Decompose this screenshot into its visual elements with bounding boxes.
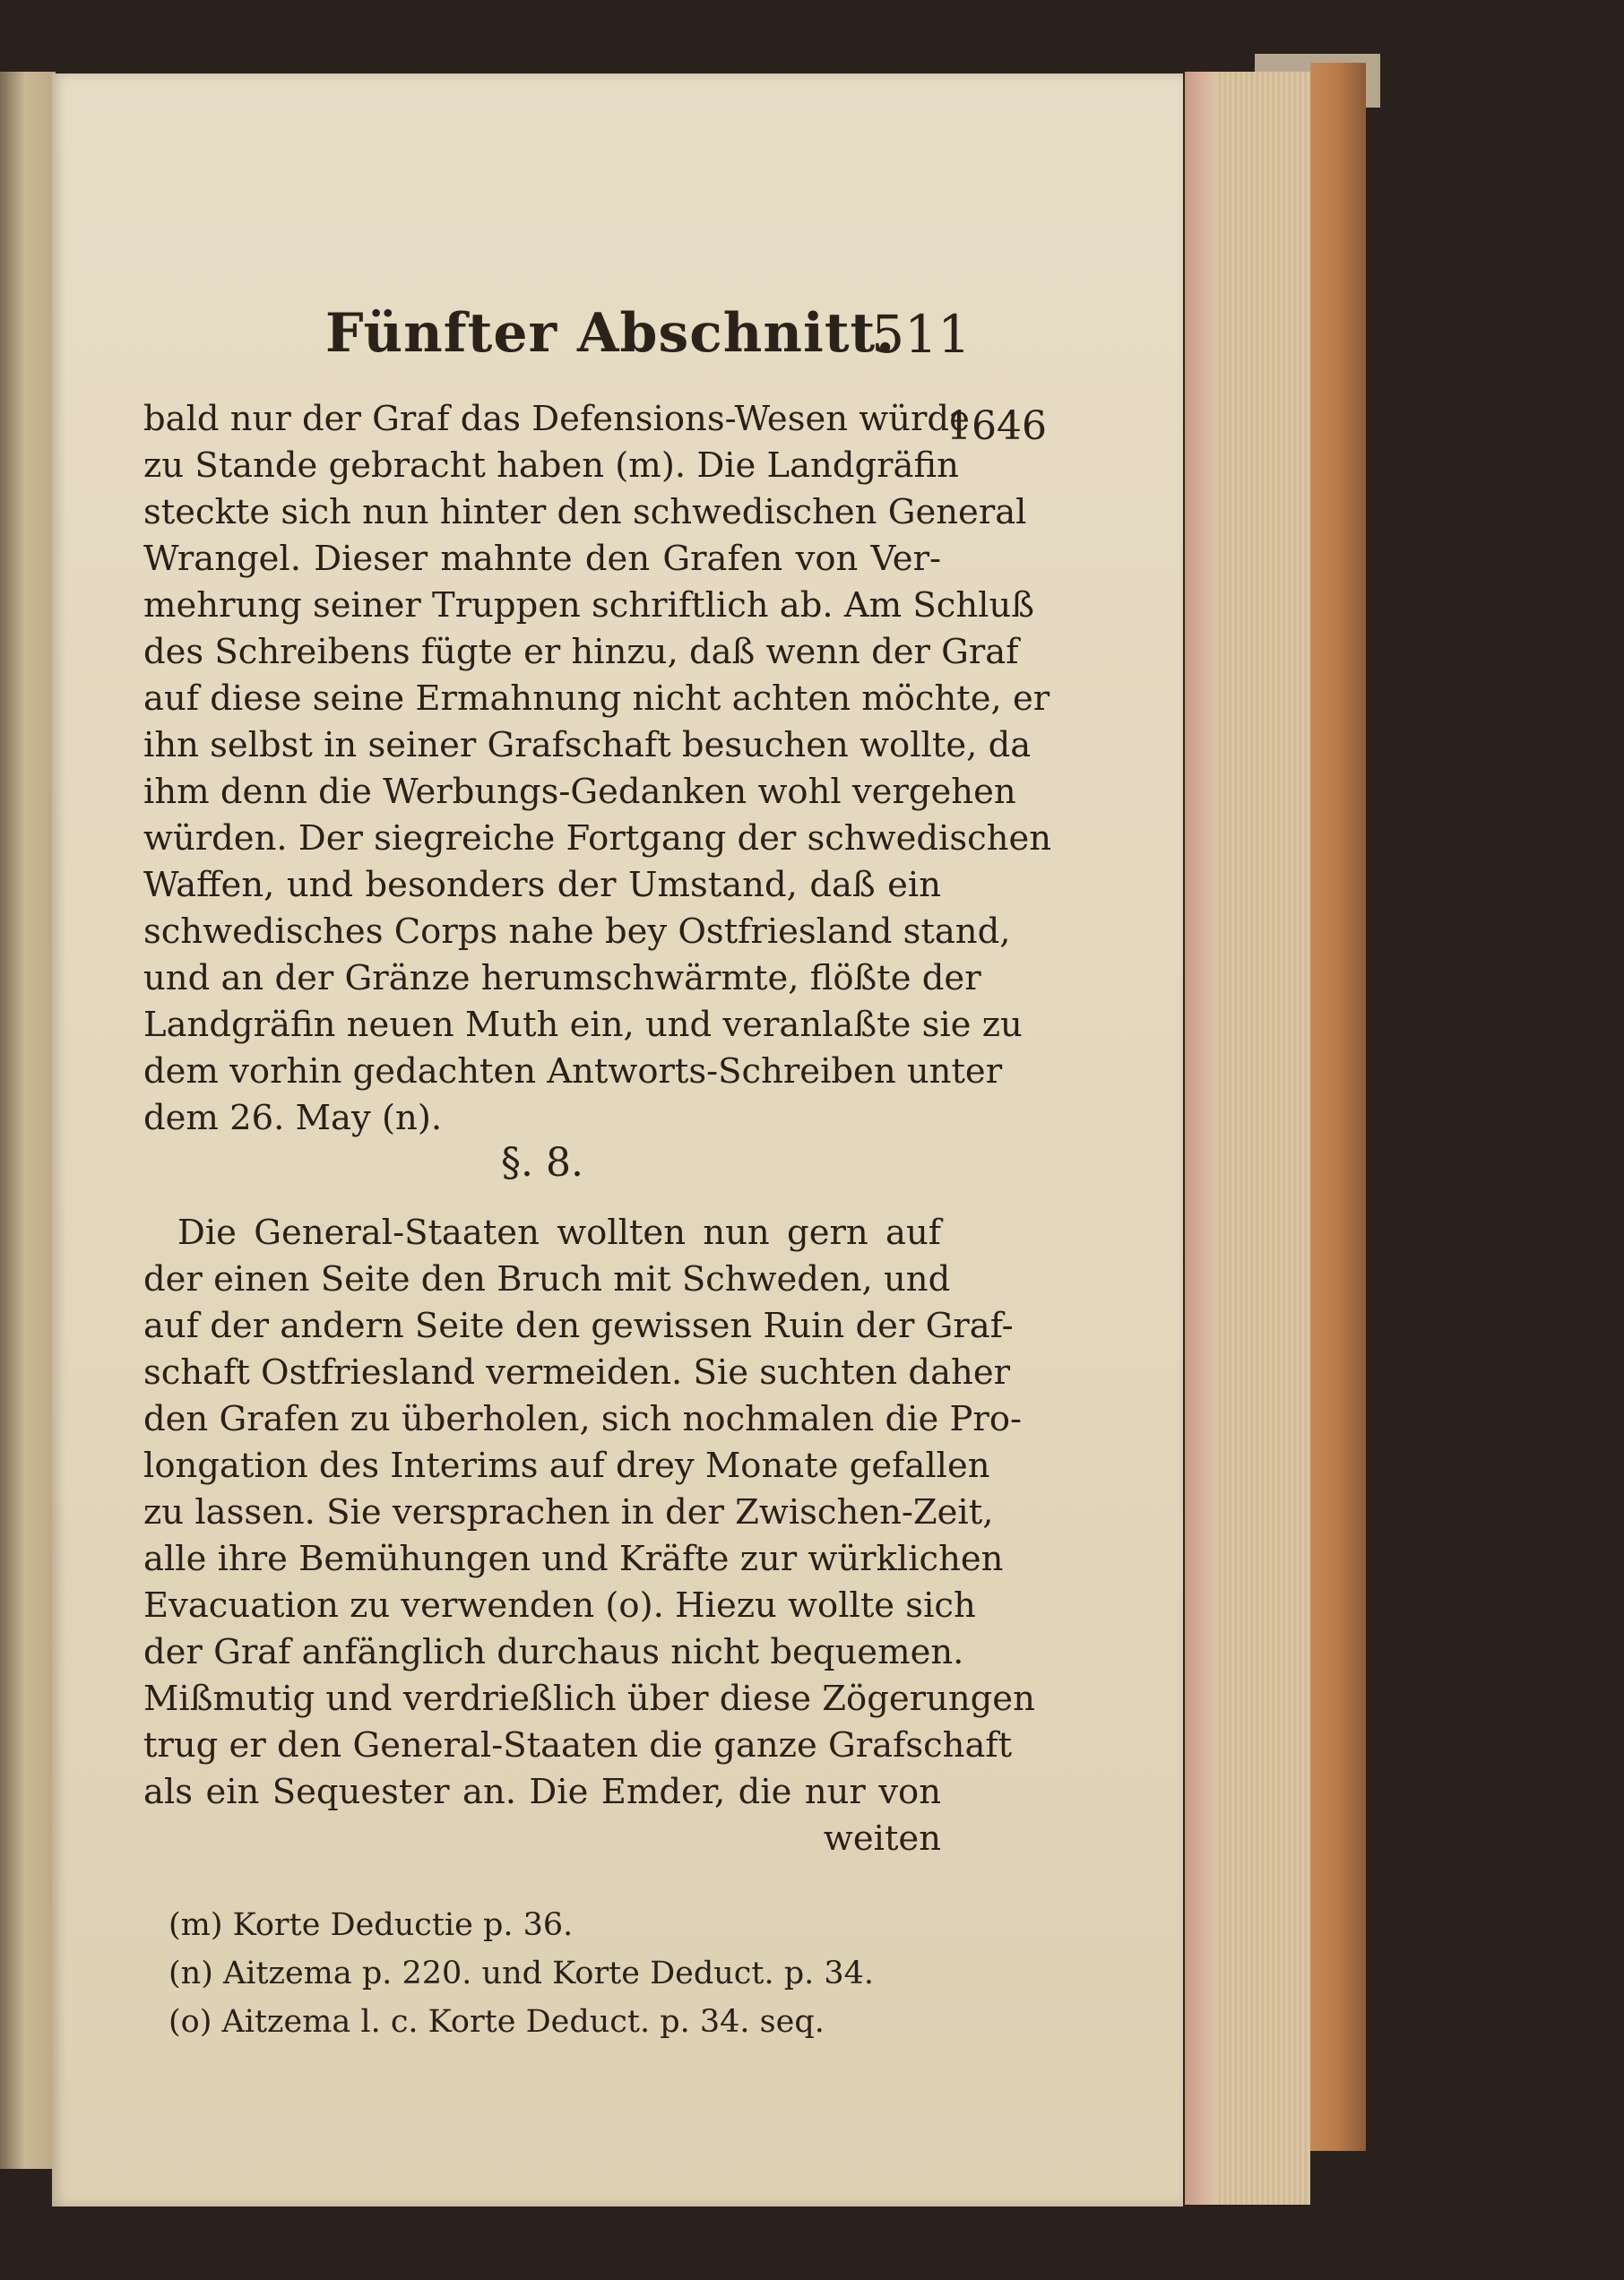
- text-line: schwedisches Corps nahe bey Ostfriesland stand,: [143, 911, 1011, 952]
- text-line: Landgräfin neuen Muth ein, und veranlaßte sie zu: [143, 1005, 1023, 1045]
- text-line: longation des Interims auf drey Monate gefallen: [143, 1446, 990, 1486]
- text-line: als ein Sequester an. Die Emder, die nur von: [143, 1772, 941, 1812]
- page-header: [325, 302, 971, 383]
- text-line: zu lassen. Sie versprachen in der Zwischen-Zeit,: [143, 1492, 994, 1533]
- text-line: auf der andern Seite den gewissen Ruin der Graf-: [143, 1306, 1014, 1346]
- text-line: der einen Seite den Bruch mit Schweden, und: [143, 1259, 951, 1300]
- running-title: Fünfter Abschnitt.: [325, 302, 896, 365]
- facing-page-edge: [0, 72, 56, 2169]
- text-line: Evacuation zu verwenden (o). Hiezu wollte sich: [143, 1585, 976, 1626]
- footnote: (m) Korte Deductie p. 36.: [168, 1907, 574, 1943]
- footnote: (o) Aitzema l. c. Korte Deduct. p. 34. seq.: [168, 2004, 825, 2040]
- text-line: steckte sich nun hinter den schwedischen General: [143, 492, 1027, 532]
- text-line: Wrangel. Dieser mahnte den Grafen von Ver-: [143, 539, 941, 579]
- page-block-edge: [1185, 72, 1310, 2205]
- text-line: schaft Ostfriesland vermeiden. Sie suchten daher: [143, 1352, 1011, 1393]
- text-line: der Graf anfänglich durchaus nicht bequemen.: [143, 1632, 964, 1672]
- text-line: dem vorhin gedachten Antworts-Schreiben unter: [143, 1051, 1003, 1092]
- text-line: des Schreibens fügte er hinzu, daß wenn der Graf: [143, 632, 1019, 672]
- text-line: ihn selbst in seiner Grafschaft besuchen wollte, da: [143, 725, 1032, 765]
- catchword: weiten: [823, 1818, 941, 1859]
- text-line: würden. Der siegreiche Fortgang der schwedischen: [143, 818, 1052, 859]
- text-line: auf diese seine Ermahnung nicht achten möchte, er: [143, 678, 1050, 719]
- text-line: trug er den General-Staaten die ganze Grafschaft: [143, 1725, 1013, 1766]
- text-line: den Grafen zu überholen, sich nochmalen die Pro-: [143, 1399, 1023, 1439]
- page-number: 511: [871, 304, 971, 365]
- text-line: Die General-Staaten wollten nun gern auf: [177, 1213, 941, 1253]
- text-line: und an der Gränze herumschwärmte, flößte der: [143, 958, 981, 998]
- book-page: [52, 73, 1183, 2207]
- margin-year: 1646: [946, 403, 1047, 449]
- text-line: dem 26. May (n).: [143, 1098, 443, 1138]
- text-line: Waffen, und besonders der Umstand, daß ein: [143, 865, 941, 905]
- section-heading: §. 8.: [501, 1140, 583, 1186]
- text-line: ihm denn die Werbungs-Gedanken wohl vergehen: [143, 772, 1016, 812]
- book-cover-edge: [1310, 63, 1366, 2151]
- text-line: Mißmutig und verdrießlich über diese Zögerungen: [143, 1679, 1035, 1719]
- text-line: alle ihre Bemühungen und Kräfte zur würklichen: [143, 1539, 1004, 1579]
- footnote: (n) Aitzema p. 220. und Korte Deduct. p. 34.: [168, 1956, 875, 1991]
- text-line: zu Stande gebracht haben (m). Die Landgräfin: [143, 445, 959, 486]
- text-line: mehrung seiner Truppen schriftlich ab. Am Schluß: [143, 585, 1034, 626]
- text-line: bald nur der Graf das Defensions-Wesen würde: [143, 399, 970, 439]
